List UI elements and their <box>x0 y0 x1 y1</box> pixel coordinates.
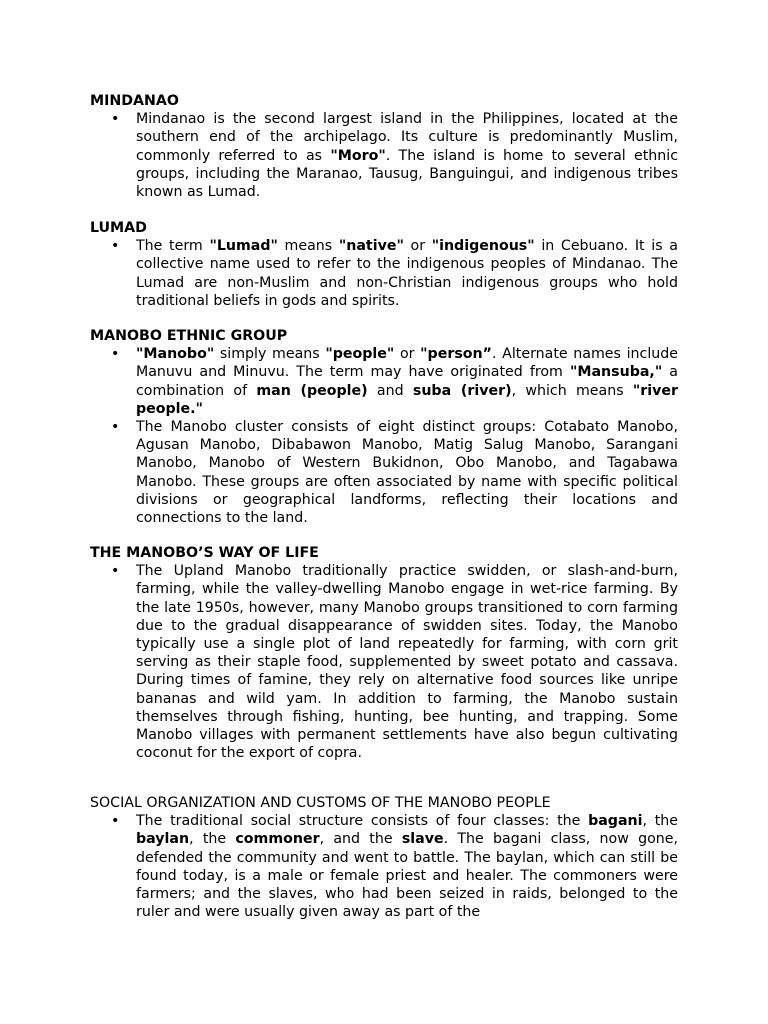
section-heading: SOCIAL ORGANIZATION AND CUSTOMS OF THE MANOBO PEOPLE <box>90 795 551 811</box>
bold-term: man (people) <box>256 382 368 399</box>
section-heading: THE MANOBO’S WAY OF LIFE <box>90 545 319 561</box>
text-run: , the <box>642 813 678 830</box>
bullet-item <box>90 562 678 762</box>
section-mindanao <box>90 92 678 201</box>
section-social-organization <box>90 794 678 921</box>
bullet-item <box>90 418 678 527</box>
bold-term: "indigenous" <box>431 238 535 255</box>
text-run: in Cebuano. It is a collective name used to refer to the indigenous peoples of Mindanao. The Lumad are non-Muslim and non-Christian indigenous groups who hold traditional beliefs in gods and spirits. <box>136 238 678 309</box>
text-run: . The island is home to several ethnic groups, including the Maranao, Tausug, Banguingui, and indigenous tribes known as Lumad. <box>136 147 678 200</box>
bullet-item <box>90 812 678 921</box>
section-heading: MANOBO ETHNIC GROUP <box>90 328 288 344</box>
bold-term: "Lumad" <box>209 238 278 255</box>
bold-term: "people" <box>325 346 395 363</box>
text-run: , and the <box>319 831 402 848</box>
bullet-item <box>90 237 678 310</box>
bold-term: commoner <box>235 831 320 848</box>
bullet-item <box>90 110 678 201</box>
section-heading: MINDANAO <box>90 93 179 109</box>
bold-term: slave <box>401 831 444 848</box>
text-run: , which means <box>511 382 633 399</box>
bold-term: "Moro" <box>330 147 386 164</box>
bullet-list <box>90 110 678 201</box>
text-run: . Alternate names include Manuvu and Minuvu. The term may have originated from <box>136 346 678 381</box>
text-run: The Upland Manobo traditionally practice swidden, or slash-and-burn, farming, while the valley-dwelling Manobo engage in wet-rice farming. By the late 1950s, however, many Manobo groups transitioned to corn farming due to the gradual disappearance of swidden sites. Today, the Manobo typically use a single plot of land repeatedly for farming, with corn grit serving as their staple food, supplemented by sweet potato and cassava. During times of famine, they rely on alternative food sources like unripe bananas and wild yam. In addition to farming, the Manobo sustain themselves through fishing, hunting, bee hunting, and trapping. Some Manobo villages with permanent settlements have also begun cultivating coconut for the export of copra. <box>136 563 678 762</box>
text-run: a combination of <box>136 364 678 399</box>
text-run: The term <box>136 238 210 255</box>
bullet-list <box>90 562 678 762</box>
text-run: The traditional social structure consists of four classes: the <box>136 813 589 830</box>
bold-term: "native" <box>338 238 404 255</box>
text-run: , the <box>189 831 236 848</box>
bold-term: baylan <box>136 831 190 848</box>
text-run: or <box>403 238 432 255</box>
bullet-list <box>90 237 678 310</box>
text-run: simply means <box>214 346 326 363</box>
bold-term: "person” <box>420 346 492 363</box>
bold-term: "river people." <box>136 382 678 417</box>
section-manobo-ethnic-group <box>90 327 678 527</box>
text-run: and <box>367 382 413 399</box>
section-manobo-way-of-life <box>90 544 678 762</box>
section-lumad <box>90 219 678 310</box>
text-run: means <box>277 238 339 255</box>
bold-term: "Manobo" <box>136 346 215 363</box>
text-run: or <box>394 346 421 363</box>
bold-term: suba (river) <box>412 382 512 399</box>
bullet-list <box>90 345 678 527</box>
text-run: The Manobo cluster consists of eight distinct groups: Cotabato Manobo, Agusan Manobo, Dibabawon Manobo, Matig Salug Manobo, Sarangani Manobo, Manobo of Western Bukidnon, Obo Manobo, and Tagabawa Manobo. These groups are often associated by name with specific political divisions or geographical landforms, reflecting their locations and connections to the land. <box>136 419 678 527</box>
section-heading: LUMAD <box>90 220 147 236</box>
bold-term: bagani <box>588 813 643 830</box>
bullet-item <box>90 345 678 418</box>
bullet-list <box>90 812 678 921</box>
bold-term: "Mansuba," <box>569 364 663 381</box>
text-run: Mindanao is the second largest island in the Philippines, located at the southern end of the archipelago. Its culture is predominantly Muslim, commonly referred to as <box>136 111 678 164</box>
text-run: . The bagani class, now gone, defended the community and went to battle. The baylan, which can still be found today, is a male or female priest and healer. The commoners were farmers; and the slaves, who had been seized in raids, belonged to the ruler and were usually given away as part of the <box>136 831 678 921</box>
